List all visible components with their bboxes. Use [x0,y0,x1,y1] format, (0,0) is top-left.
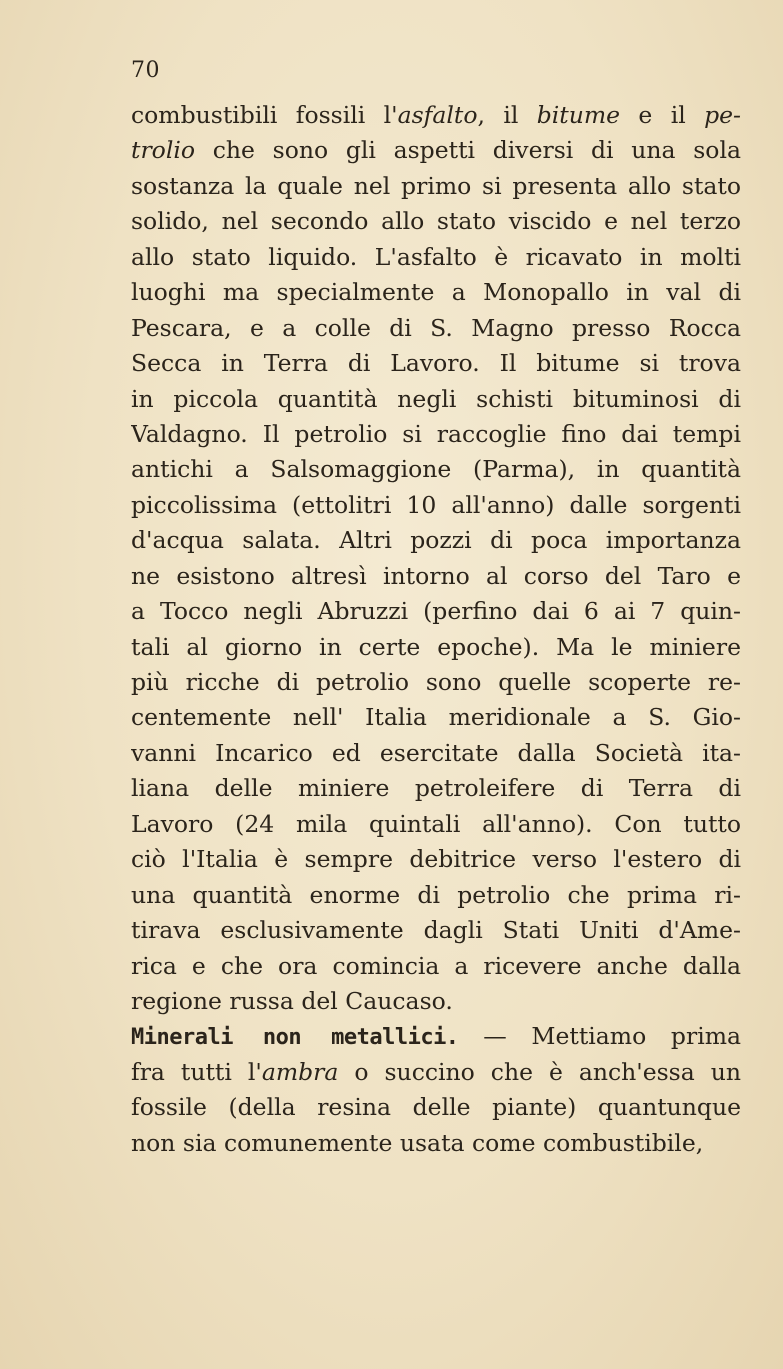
text-run: e il [620,101,705,129]
text-run: non sia comunemente usata come combustibile, [131,1128,704,1157]
text-line [131,878,741,913]
text-run: liana delle miniere petroleifere di Terra di [131,774,741,803]
text-line [131,1055,741,1090]
text-line [131,275,741,310]
text-run: in piccola quantità negli schisti bituminosi di [131,384,741,413]
text-run: — Mettiamo prima [458,1022,741,1051]
text-run: Valdagno. Il petrolio si raccoglie fino dai tempi [131,419,741,448]
text-line [131,807,741,842]
text-line [131,630,741,665]
text-line [131,594,741,629]
text-line [131,1019,741,1054]
text-run: piccolissima (ettolitri 10 all'anno) dalle sorgenti [131,490,741,519]
text-line [131,736,741,771]
italic-term: trolio [131,136,196,165]
text-line [131,169,741,204]
text-line [131,346,741,381]
text-line [131,984,741,1019]
text-run: combustibili fossili l' [131,101,398,129]
text-run: tali al giorno in certe epoche). Ma le miniere [131,632,741,661]
text-run: rica e che ora comincia a ricevere anche dalla [131,951,741,980]
text-run: ne esistono altresì intorno al corso del Taro e [131,561,741,590]
text-line [131,240,741,275]
text-run: antichi a Salsomaggione (Parma), in quantità [131,455,741,484]
text-line [131,98,741,133]
text-run: allo stato liquido. L'asfalto è ricavato in molti [131,242,741,271]
text-run: d'acqua salata. Altri pozzi di poca importanza [131,526,741,555]
section-heading: Minerali non metallici. [131,1025,459,1051]
text-line [131,488,741,523]
text-line [131,133,741,168]
italic-term: bitume [536,101,621,129]
text-run: , il [477,101,537,129]
text-run: sostanza la quale nel primo si presenta allo stato [131,171,741,200]
text-run: fra tutti l' [131,1057,262,1086]
text-run: solido, nel secondo allo stato viscido e nel terzo [131,207,741,236]
text-line [131,523,741,558]
text-line [131,311,741,346]
text-line [131,949,741,984]
text-line [131,665,741,700]
italic-term: asfalto [397,101,478,129]
text-line [131,1126,741,1161]
text-run: fossile (della resina delle piante) quantunque [131,1093,741,1122]
page-number: 70 [131,58,160,83]
text-run: vanni Incarico ed esercitate dalla Società ita- [131,738,741,767]
text-run: una quantità enorme di petrolio che prima ri- [131,880,741,909]
italic-term: pe- [704,101,741,129]
text-line [131,452,741,487]
text-run: tirava esclusivamente dagli Stati Uniti d'Ame- [131,916,741,945]
text-run: che sono gli aspetti diversi di una sola [195,136,741,165]
body-text [131,98,741,1161]
text-run: ciò l'Italia è sempre debitrice verso l'estero di [131,845,741,874]
text-run: luoghi ma specialmente a Monopallo in val di [131,278,741,307]
text-run: Lavoro (24 mila quintali all'anno). Con tutto [131,809,741,838]
italic-term: ambra [261,1057,339,1086]
text-line [131,842,741,877]
text-line [131,559,741,594]
text-run: Secca in Terra di Lavoro. Il bitume si trova [131,349,741,378]
text-run: Pescara, e a colle di S. Magno presso Rocca [131,313,741,342]
text-line [131,913,741,948]
text-line [131,1090,741,1125]
text-line [131,204,741,239]
text-line [131,417,741,452]
text-run: centemente nell' Italia meridionale a S. Gio- [131,703,741,732]
text-line [131,771,741,806]
text-line [131,700,741,735]
text-line [131,382,741,417]
text-run: o succino che è anch'essa un [338,1057,741,1086]
text-run: più ricche di petrolio sono quelle scoperte re- [131,668,741,696]
text-run: regione russa del Caucaso. [131,986,453,1015]
text-run: a Tocco negli Abruzzi (perfino dai 6 ai 7 quin- [131,597,741,626]
